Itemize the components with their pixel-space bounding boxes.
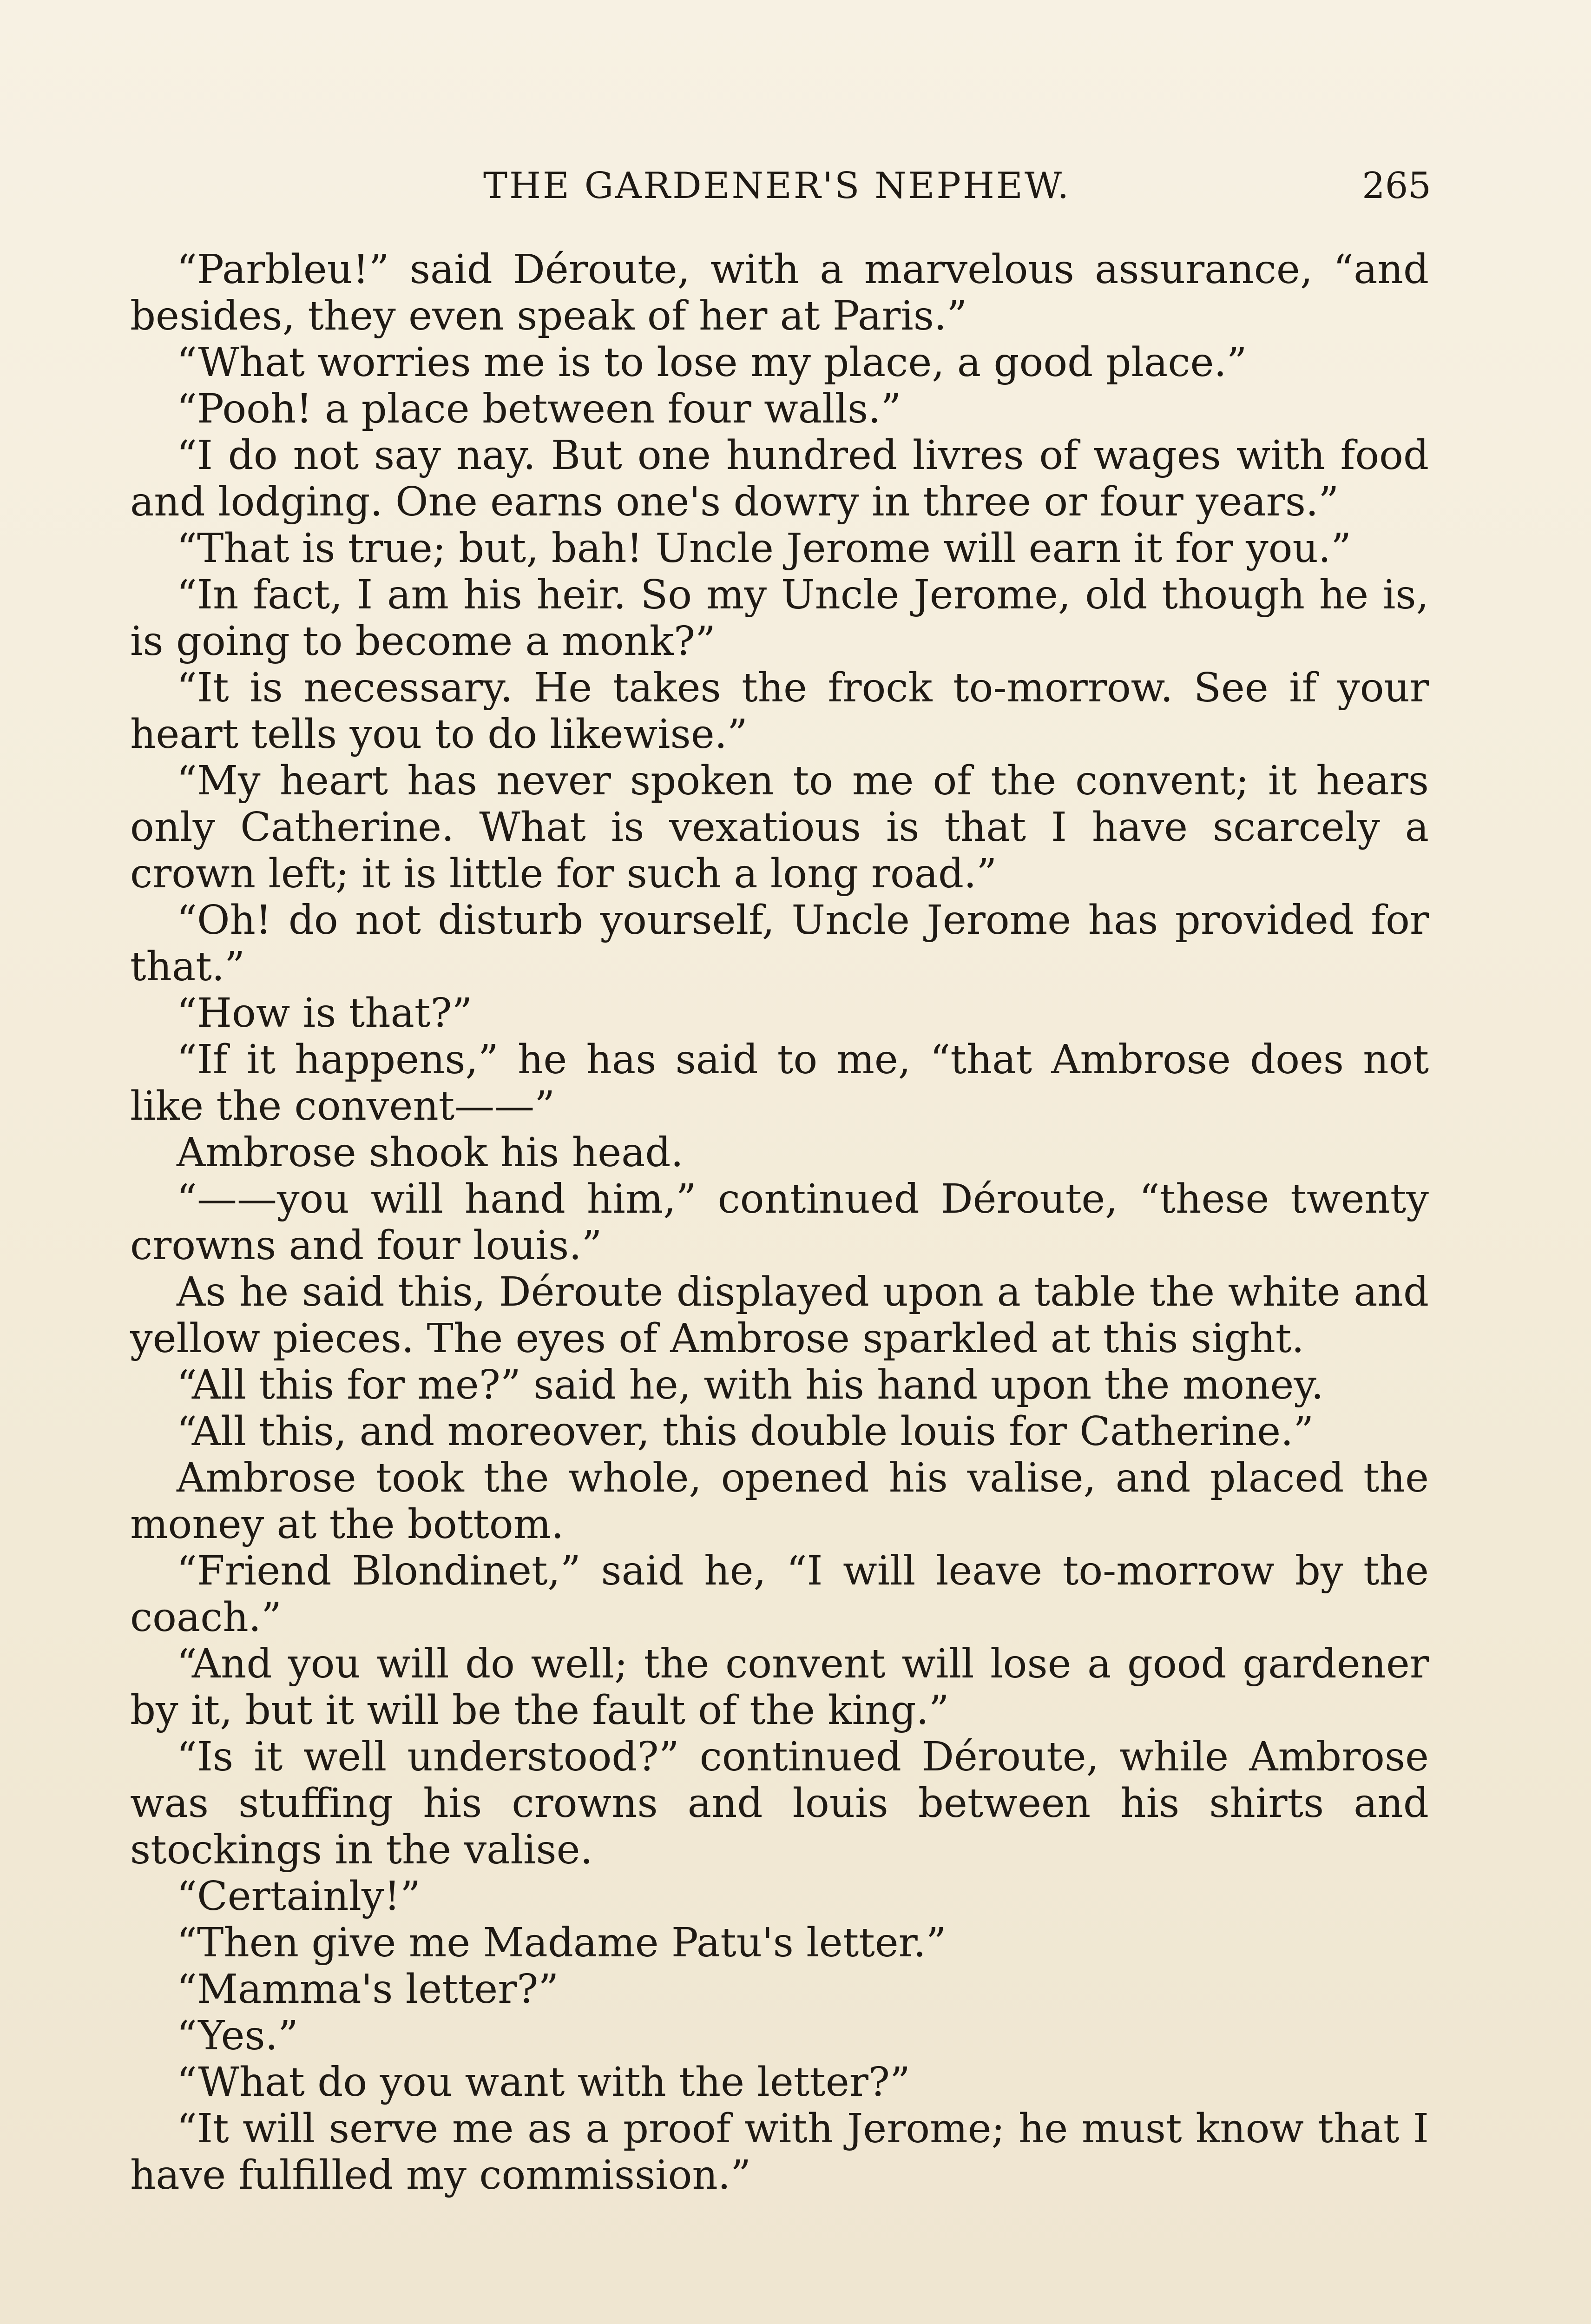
paragraph: As he said this, Déroute displayed upon a table the white and yellow pieces. The eyes of Ambrose sparkled at this sight. [130,1269,1429,1362]
paragraph: “And you will do well; the convent will lose a good gardener by it, but it will be the fault of the king.” [130,1641,1429,1734]
page-number: 265 [1362,165,1431,207]
paragraph: “Parbleu!” said Déroute, with a marvelous assurance, “and besides, they even speak of her at Paris.” [130,246,1429,339]
paragraph: “All this, and moreover, this double louis for Catherine.” [177,1408,1314,1455]
paragraph: “Friend Blondinet,” said he, “I will leave to-morrow by the coach.” [130,1548,1429,1641]
paragraph: “Mamma's letter?” [177,1966,559,2013]
paragraph: Ambrose took the whole, opened his valise, and placed the money at the bottom. [130,1455,1429,1548]
paragraph: “——you will hand him,” continued Déroute, “these twenty crowns and four louis.” [130,1176,1429,1269]
paragraph: “I do not say nay. But one hundred livres of wages with food and lodging. One earns one's dowry in three or four years.” [130,432,1429,525]
paragraph: “Certainly!” [177,1873,421,1920]
paragraph: “What worries me is to lose my place, a good place.” [177,339,1247,386]
paragraph: “Yes.” [177,2013,298,2059]
paragraph: “My heart has never spoken to me of the convent; it hears only Catherine. What is vexatious is that I have scarcely a crown left; it is little for such a long road.” [130,758,1429,897]
paragraph: Ambrose shook his head. [177,1129,684,1176]
paragraph: “If it happens,” he has said to me, “that Ambrose does not like the convent——” [130,1037,1429,1129]
running-title: THE GARDENER'S NEPHEW. [483,165,1071,207]
paragraph: “It will serve me as a proof with Jerome; he must know that I have fulfilled my commission.” [130,2106,1429,2199]
paragraph: “Pooh! a place between four walls.” [177,386,901,432]
paragraph: “Oh! do not disturb yourself, Uncle Jerome has provided for that.” [130,897,1429,990]
paragraph: “All this for me?” said he, with his hand upon the money. [177,1362,1324,1408]
paragraph: “In fact, I am his heir. So my Uncle Jerome, old though he is, is going to become a monk?” [130,572,1429,665]
paragraph: “Then give me Madame Patu's letter.” [177,1920,947,1966]
paragraph: “It is necessary. He takes the frock to-morrow. See if your heart tells you to do likewise.” [130,665,1429,758]
body-text [130,246,1429,2199]
paragraph: “That is true; but, bah! Uncle Jerome will earn it for you.” [177,525,1352,572]
paragraph: “How is that?” [177,990,473,1037]
page-header [130,160,1431,216]
paragraph: “What do you want with the letter?” [177,2059,910,2106]
paragraph: “Is it well understood?” continued Déroute, while Ambrose was stuffing his crowns and louis between his shirts and stockings in the valise. [130,1734,1429,1873]
